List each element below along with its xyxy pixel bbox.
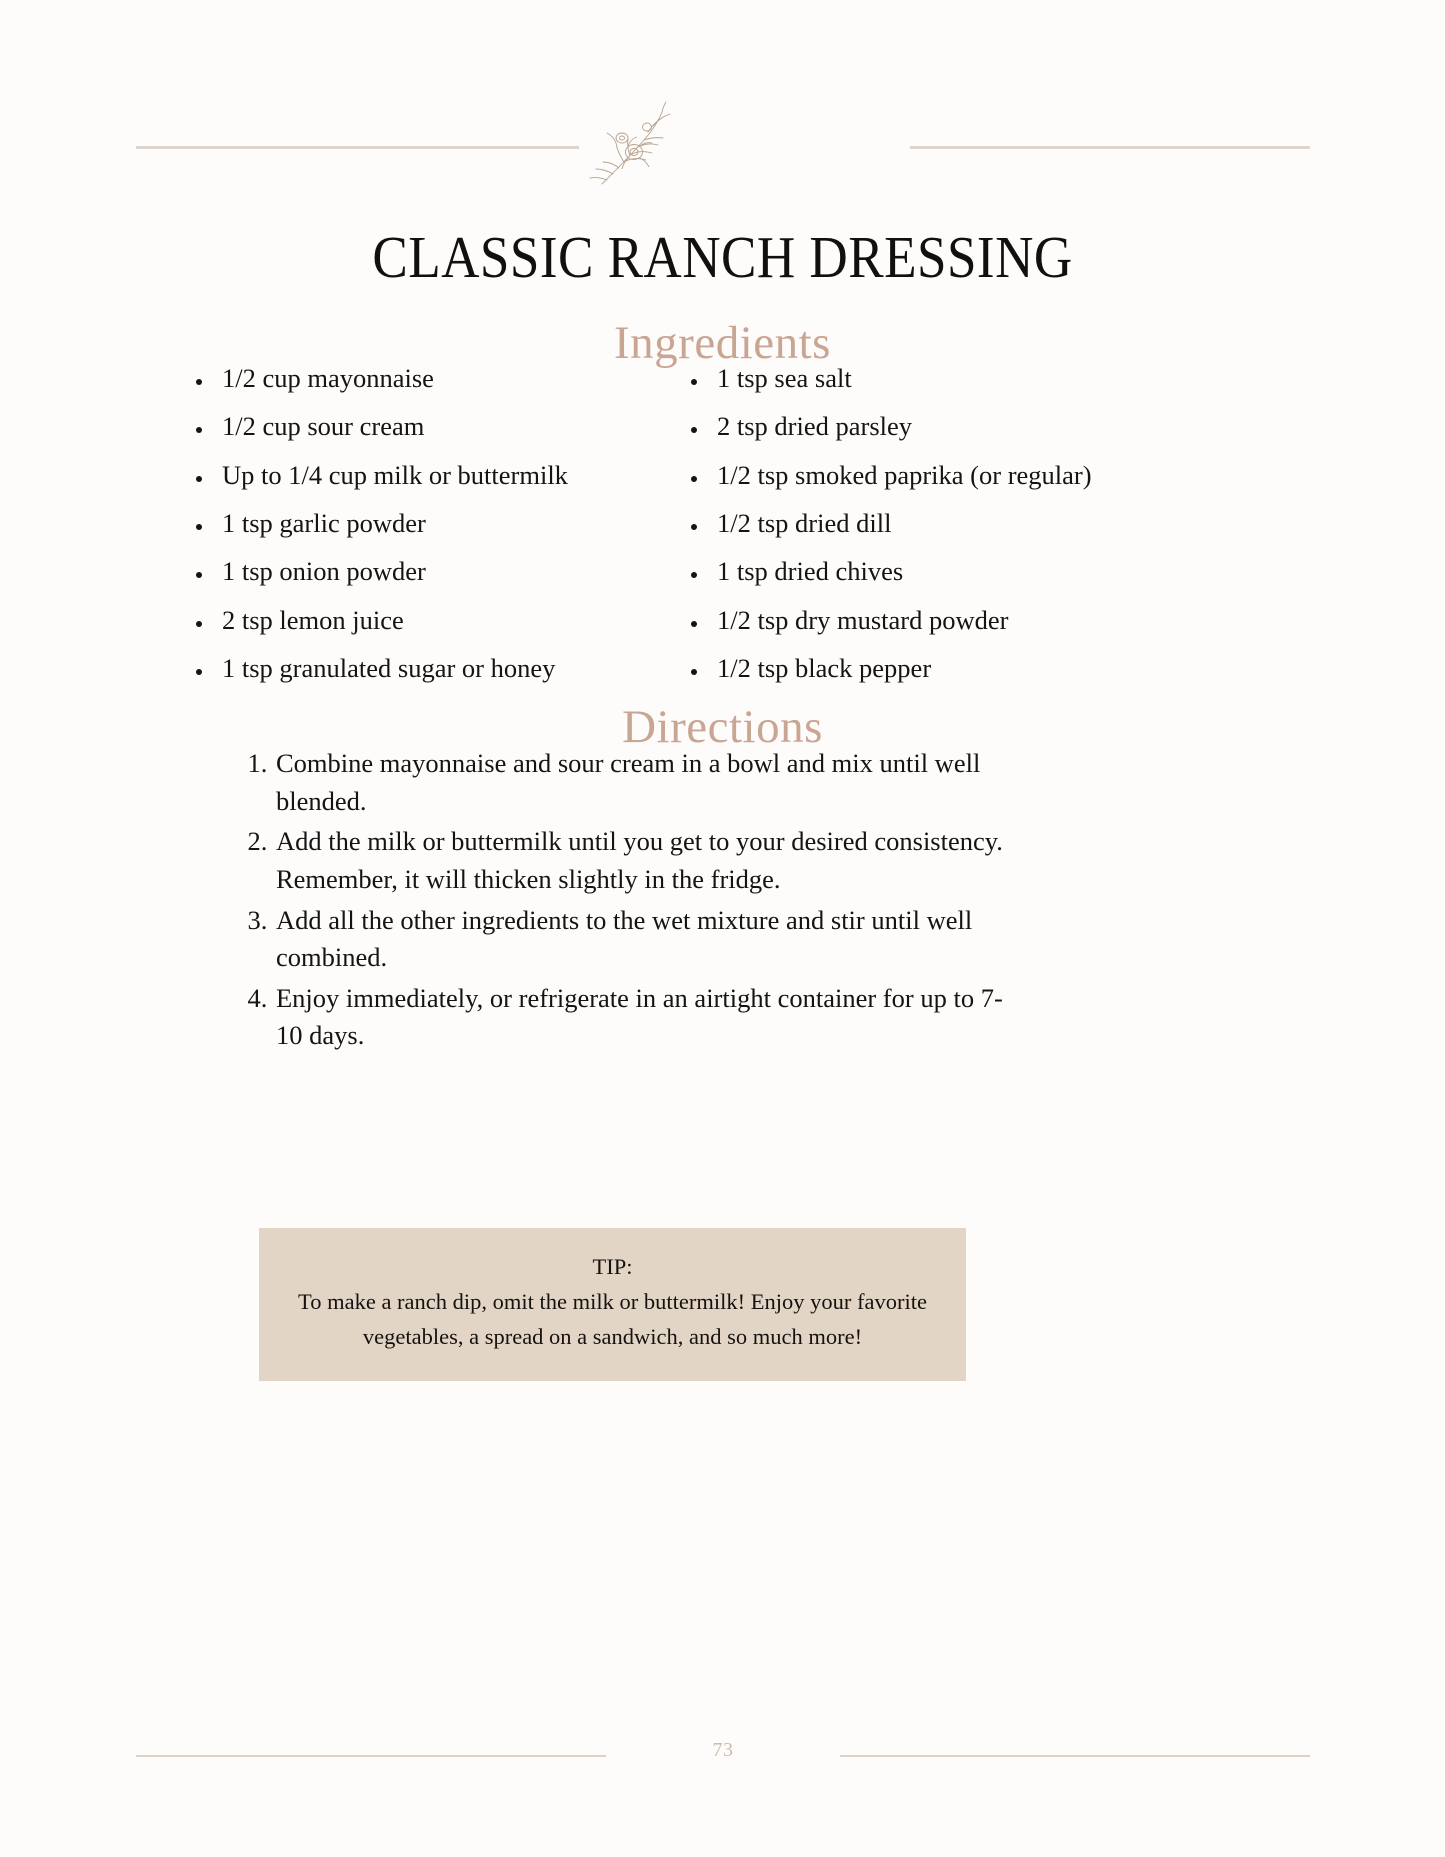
botanical-sprig-icon bbox=[578, 96, 688, 192]
ingredients-columns bbox=[176, 360, 1266, 698]
list-item: 1. Combine mayonnaise and sour cream in a bowl and mix until well blended. bbox=[274, 745, 1026, 820]
list-item: • 1/2 tsp dried dill bbox=[709, 505, 1101, 542]
ingredients-heading: Ingredients bbox=[614, 317, 831, 369]
header-rule-left bbox=[136, 146, 579, 149]
tip-label: TIP: bbox=[592, 1254, 633, 1279]
list-item: • 1 tsp onion powder bbox=[214, 553, 646, 590]
list-item: • 1/2 tsp dry mustard powder bbox=[709, 602, 1101, 639]
tip-text: To make a ranch dip, omit the milk or buttermilk! Enjoy your favorite vegetables, a spread on a sandwich, and so much more! bbox=[298, 1288, 927, 1349]
list-item: • 1 tsp garlic powder bbox=[214, 505, 646, 542]
ingredients-list-right bbox=[671, 360, 1101, 687]
ingredients-column-right bbox=[671, 360, 1101, 698]
list-item: • 1/2 tsp smoked paprika (or regular) bbox=[709, 457, 1101, 494]
list-item: 2. Add the milk or buttermilk until you get to your desired consistency. Remember, it will thicken slightly in the fridge. bbox=[274, 823, 1026, 898]
list-item: 3. Add all the other ingredients to the wet mixture and stir until well combined. bbox=[274, 902, 1026, 977]
directions-list bbox=[236, 745, 1026, 1055]
list-item: 4. Enjoy immediately, or refrigerate in an airtight container for up to 7-10 days. bbox=[274, 980, 1026, 1055]
page-number: 73 bbox=[712, 1739, 734, 1761]
header-divider bbox=[136, 118, 1310, 198]
header-rule-right bbox=[910, 146, 1310, 149]
ingredients-column-left bbox=[176, 360, 646, 698]
page-title: CLASSIC RANCH DRESSING bbox=[372, 223, 1073, 290]
list-item: • 1/2 cup sour cream bbox=[214, 408, 646, 445]
list-item: • 2 tsp dried parsley bbox=[709, 408, 1101, 445]
list-item: • Up to 1/4 cup milk or buttermilk bbox=[214, 457, 646, 494]
list-item: • 1/2 cup mayonnaise bbox=[214, 360, 646, 397]
list-item: • 1 tsp sea salt bbox=[709, 360, 1101, 397]
page-footer bbox=[136, 1739, 1310, 1773]
tip-box bbox=[259, 1228, 966, 1381]
ingredients-list-left bbox=[176, 360, 646, 687]
list-item: • 2 tsp lemon juice bbox=[214, 602, 646, 639]
list-item: • 1 tsp granulated sugar or honey bbox=[214, 650, 646, 687]
list-item: • 1 tsp dried chives bbox=[709, 553, 1101, 590]
list-item: • 1/2 tsp black pepper bbox=[709, 650, 1101, 687]
directions-heading: Directions bbox=[622, 701, 823, 753]
directions-section bbox=[236, 745, 1026, 1058]
